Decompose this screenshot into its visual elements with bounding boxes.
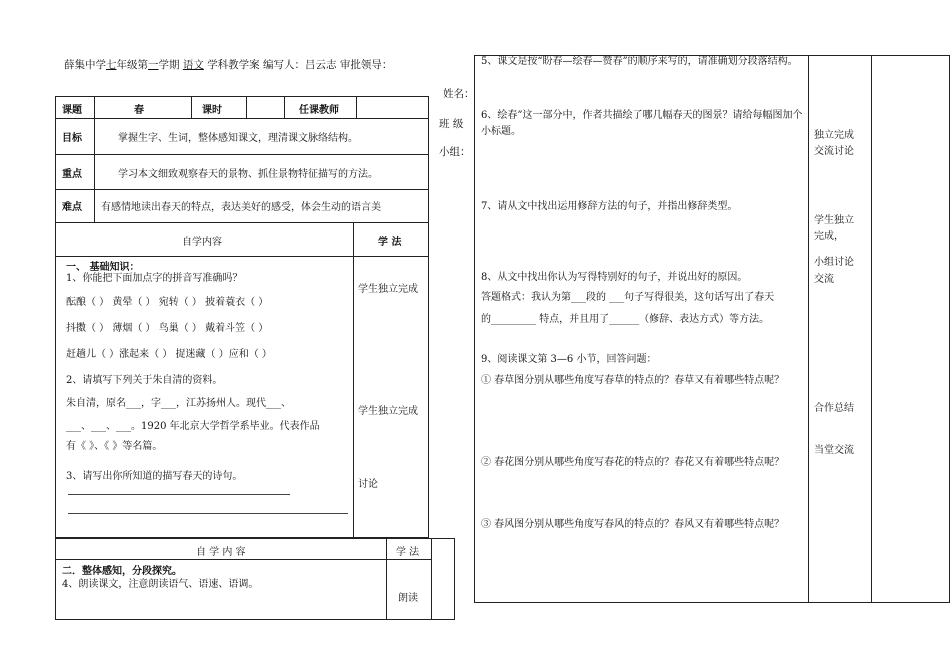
answer-line <box>68 494 290 495</box>
method-note: 独立完成 <box>814 130 854 141</box>
section1-title: 一、 基础知识： <box>66 262 140 273</box>
method-col-header: 学 法 <box>378 237 402 248</box>
q2-line1: 朱自清，原名___，字___，江苏扬州人。现代___、 <box>66 398 291 409</box>
grade-suffix: 年级第 <box>116 59 148 71</box>
method-note: 学生独立完成 <box>358 284 418 295</box>
section2-method-header: 学 法 <box>396 547 420 558</box>
q2-line2: ___、___、___。1920 年北京大学哲学系毕业。代表作品 <box>66 421 320 432</box>
key-label: 重点 <box>62 169 82 180</box>
section2-title: 二．整体感知，分段探究。 <box>62 566 182 577</box>
goal-text: 掌握生字、生词，整体感知课文，理清课文脉络结构。 <box>118 133 358 144</box>
lesson-info-table <box>55 96 429 538</box>
teacher-label: 任课教师 <box>299 105 339 116</box>
questions-table <box>474 55 950 603</box>
topic-value: 春 <box>134 105 144 116</box>
method-note: 学生独立完成 <box>358 406 418 417</box>
method-note: 交流 <box>814 274 834 285</box>
key-text: 学习本文细致观察春天的景物、抓住景物特征描写的方法。 <box>118 169 378 180</box>
q9-sub2: ② 春花图分别从哪些角度写春花的特点的？春花又有着哪些特点呢？ <box>481 457 785 468</box>
method-note: 朗读 <box>398 593 418 604</box>
pinyin-row: 抖擞（ ） 薄烟（ ） 鸟巢（ ） 戴着斗笠（ ） <box>66 323 269 334</box>
q2-line3: 有《 》、《 》等名篇。 <box>66 441 163 452</box>
topic-label: 课题 <box>62 105 82 116</box>
q4-text: 4、朗读课文，注意朗读语气、语速、语调。 <box>62 579 259 590</box>
page-header <box>64 57 392 72</box>
section2-table <box>55 538 455 620</box>
term-suffix: 学期 <box>158 59 180 71</box>
q7-text: 7、请从文中找出运用修辞方法的句子，并指出修辞类型。 <box>481 201 738 212</box>
pinyin-row: 赶趟儿（ ）涨起来（ ） 捉迷藏（ ）应和（ ） <box>66 349 272 360</box>
name-label: 姓名： <box>443 88 475 100</box>
q3-text: 3、请写出你所知道的描写春天的诗句。 <box>66 471 243 482</box>
grade-value: 七 <box>106 59 117 71</box>
section2-col-header: 自 学 内 容 <box>196 547 246 558</box>
self-study-col-header: 自学内容 <box>182 237 222 248</box>
school-name: 薛集中学 <box>64 59 106 71</box>
q2-text: 2、请填写下列关于朱自清的资料。 <box>66 375 223 386</box>
q8-format-line2: 的_________ 特点，并且用了______（修辞、表达方式）等方法。 <box>481 314 770 325</box>
method-note: 讨论 <box>358 479 378 490</box>
pinyin-row: 酝酿（ ） 黄晕（ ） 宛转（ ） 披着蓑衣（ ） <box>66 297 269 308</box>
answer-line <box>68 513 348 514</box>
q6-text: 6、绘春”这一部分中，作者共描绘了哪几幅春天的图景？请给每幅图加个小标题。 <box>481 110 803 137</box>
group-label: 小组： <box>439 146 471 158</box>
goal-label: 目标 <box>62 133 82 144</box>
difficulty-text: 有感情地读出春天的特点，表达美好的感受，体会生动的语言美 <box>101 202 381 213</box>
q9-text: 9、阅读课文第 3—6 小节，回答问题： <box>481 354 657 365</box>
method-note: 当堂交流 <box>814 445 854 456</box>
subject-value: 语文 <box>182 59 204 71</box>
subject-suffix: 学科教学案 编写人：吕云志 审批领导： <box>207 59 393 71</box>
period-label: 课时 <box>202 105 222 116</box>
q8-format-line1: 答题格式：我认为第___段的 ___句子写得很美，这句话写出了春天 <box>481 292 775 303</box>
q5-text: 5、课文是按“盼春—绘春—赞春”的顺序来写的，请准确划分段落结构。 <box>481 56 798 67</box>
difficulty-label: 难点 <box>62 202 82 213</box>
q8-text: 8、从文中找出你认为写得特别好的句子，并说出好的原因。 <box>481 272 748 283</box>
method-note: 小组讨论 <box>814 257 854 268</box>
method-note: 合作总结 <box>814 403 854 414</box>
q9-sub1: ① 春草图分别从哪些角度写春草的特点的？春草又有着哪些特点呢？ <box>481 375 785 386</box>
term-value: 一 <box>148 59 159 71</box>
class-label: 班 级 <box>439 118 464 130</box>
method-note: 交流讨论 <box>814 146 854 157</box>
q9-sub3: ③ 春风图分别从哪些角度写春风的特点的？春风又有着哪些特点呢？ <box>481 519 785 530</box>
method-note: 完成， <box>814 231 844 242</box>
q1-text: 1、你能把下面加点字的拼音写准确吗？ <box>66 273 243 284</box>
method-note: 学生独立 <box>814 215 854 226</box>
